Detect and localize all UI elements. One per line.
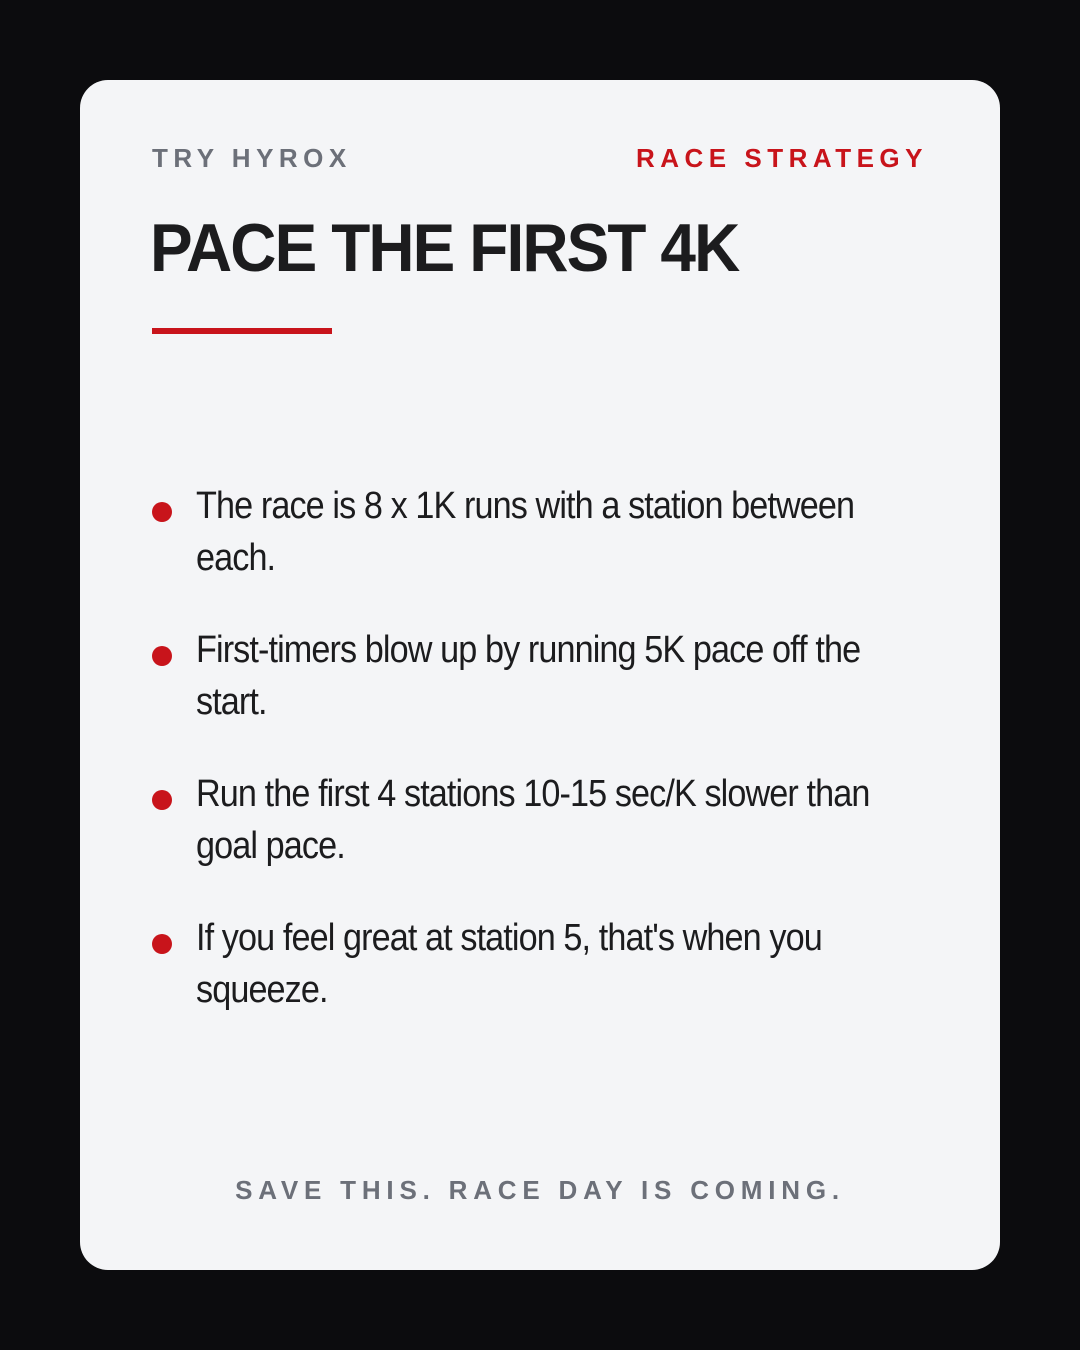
card-title: PACE THE FIRST 4K — [150, 210, 739, 286]
list-item-text: If you feel great at station 5, that's when you squeeze. — [196, 917, 822, 1011]
brand-label: TRY HYROX — [152, 143, 352, 173]
tip-card — [80, 80, 1000, 1270]
list-item-text: Run the first 4 stations 10-15 sec/K slower than goal pace. — [196, 773, 870, 867]
list-item — [152, 768, 912, 872]
tips-list — [152, 480, 912, 1056]
bullet-dot-icon — [152, 934, 172, 954]
list-item-text: The race is 8 x 1K runs with a station between each. — [196, 485, 855, 579]
list-item — [152, 624, 912, 728]
bullet-dot-icon — [152, 790, 172, 810]
bullet-dot-icon — [152, 646, 172, 666]
category-label: RACE STRATEGY — [635, 143, 928, 173]
list-item-text: First-timers blow up by running 5K pace off the start. — [196, 629, 861, 723]
accent-divider — [152, 328, 332, 334]
list-item — [152, 912, 912, 1016]
footer-callout: SAVE THIS. RACE DAY IS COMING. — [235, 1175, 845, 1205]
bullet-dot-icon — [152, 502, 172, 522]
list-item — [152, 480, 912, 584]
